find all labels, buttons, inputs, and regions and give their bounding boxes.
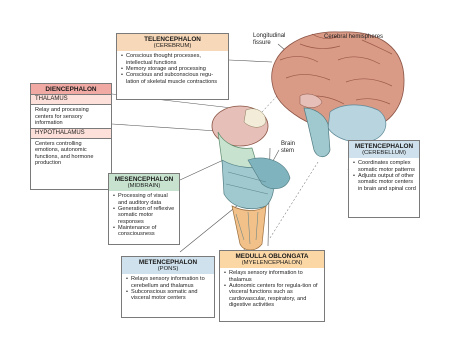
- thalamus-header: [31, 94, 111, 105]
- hypothalamus-text: Centers controlling emotions, autonomic functions, and hormone production: [35, 141, 94, 166]
- pons-title: METENCEPHALON: [138, 258, 198, 266]
- telencephalon-panel: [116, 33, 229, 100]
- telencephalon-title: TELENCEPHALON: [144, 35, 201, 43]
- medulla-item: • Relays sensory information to thalamus: [224, 270, 321, 283]
- cerebellum-panel: [348, 140, 420, 218]
- mesencephalon-list: [109, 191, 179, 239]
- mesencephalon-title: MESENCEPHALON: [114, 175, 174, 183]
- pons-subtitle: (PONS): [157, 265, 179, 272]
- cerebellum-item: • Adjusts output of other somatic motor centers in brain and spinal cord: [353, 173, 416, 192]
- telencephalon-header: [117, 34, 228, 51]
- dissected-brainstem: [212, 106, 290, 250]
- telencephalon-item: • Conscious thought processes, intellectual functions: [121, 53, 225, 66]
- telencephalon-item: • Conscious and subconscious regu-lation of skeletal muscle contractions: [121, 72, 225, 85]
- mesencephalon-item: • Maintenance of consciousness: [113, 225, 176, 238]
- cerebral-hemispheres-label: Cerebral hemispheres: [324, 34, 384, 40]
- cerebellum-item: • Coordinates complex somatic motor patterns: [353, 160, 416, 173]
- leader-telencephalon: [229, 60, 272, 62]
- cerebellum-list: [349, 158, 419, 193]
- medulla-item: • Autonomic centers for regula-tion of visceral functions such as cardiovascular, respiratory, and digestive activities: [224, 283, 321, 308]
- longitudinal-fissure-label: Longitudinal fissure: [253, 33, 286, 46]
- thalamus-text: Relay and processing centers for sensory information: [35, 107, 89, 126]
- telencephalon-subtitle: (CEREBRUM): [153, 42, 192, 49]
- hypothalamus-header: [31, 128, 111, 139]
- diencephalon-title: DIENCEPHALON: [45, 85, 97, 93]
- medulla-panel: [219, 250, 325, 322]
- mesencephalon-subtitle: (MIDBRAIN): [127, 182, 161, 189]
- pons-item: • Subconscious somatic and visceral motor centers: [126, 289, 211, 302]
- mesencephalon-item: • Generation of reflexive somatic motor responses: [113, 206, 176, 225]
- pons-panel: [121, 256, 215, 318]
- diencephalon-header: [31, 84, 111, 94]
- medulla-subtitle: (MYELENCEPHALON): [241, 259, 303, 266]
- cerebellum-shape: [328, 105, 386, 142]
- diencephalon-panel: [30, 83, 112, 190]
- telencephalon-list: [117, 51, 228, 86]
- whole-brain: [272, 32, 404, 157]
- medulla-header: [220, 251, 324, 268]
- mesencephalon-panel: [108, 173, 180, 245]
- medulla-title: MEDULLA OBLONGATA: [235, 252, 309, 260]
- brain-stem-label: Brain stem: [281, 141, 296, 154]
- cerebellum-title: METENCEPHALON: [354, 142, 414, 150]
- mesencephalon-header: [109, 174, 179, 191]
- cerebellum-header: [349, 141, 419, 158]
- telencephalon-item: • Memory storage and processing: [121, 66, 225, 72]
- pons-header: [122, 257, 214, 274]
- leader-pons: [180, 205, 238, 252]
- mesencephalon-item: • Processing of visual and auditory data: [113, 193, 176, 206]
- medulla-list: [220, 268, 324, 310]
- pons-item: • Relays sensory information to cerebellum and thalamus: [126, 276, 211, 289]
- cerebellum-subtitle: (CEREBELLUM): [362, 149, 406, 156]
- thalamus-title: THALAMUS: [35, 96, 68, 103]
- hypothalamus-title: HYPOTHALAMUS: [35, 130, 85, 137]
- pons-list: [122, 274, 214, 303]
